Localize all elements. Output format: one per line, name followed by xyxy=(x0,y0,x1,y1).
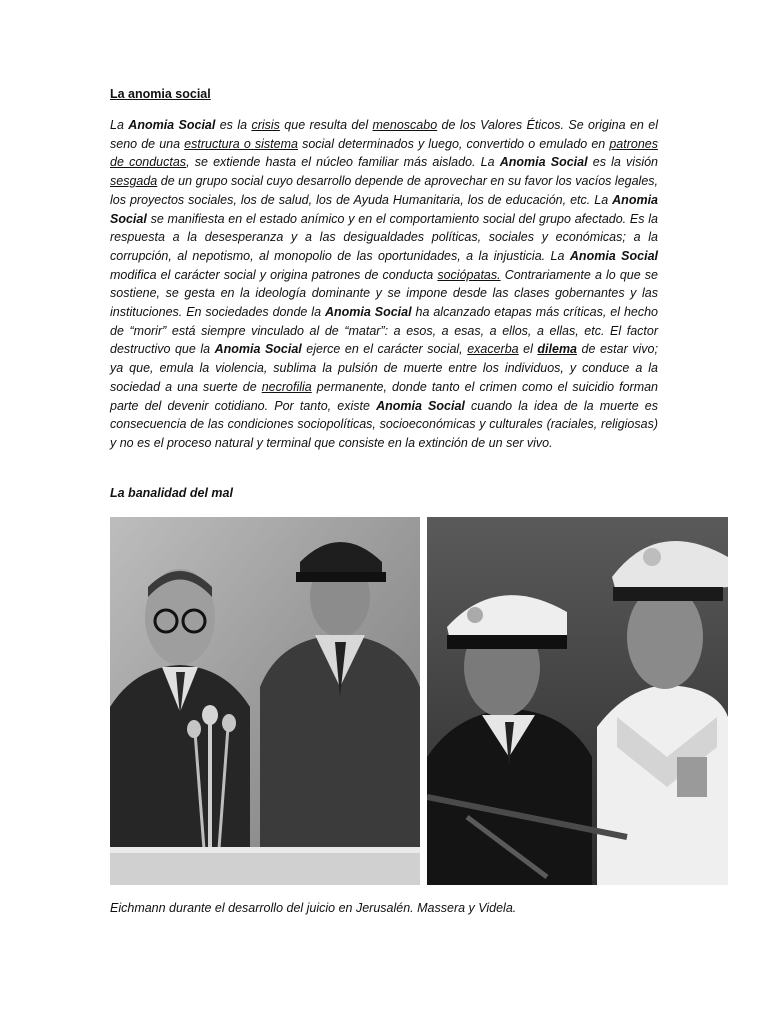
text-run: que resulta del xyxy=(279,118,373,132)
photo-caption: Eichmann durante el desarrollo del juicio en Jerusalén. Massera y Videla. xyxy=(110,901,517,915)
section-title: La anomia social xyxy=(110,87,211,101)
text-run: , se extiende hasta el núcleo familiar más aislado. La xyxy=(186,155,500,170)
text-run: de estar vivo; ya que, emula la violencia, sublima la pulsión de muerte entre los individuos, y conduce a la sociedad a una suerte de xyxy=(110,342,658,394)
term-underlined: patrones de conductas xyxy=(110,136,658,170)
term-underlined: necrofilia xyxy=(261,379,312,394)
body-paragraph xyxy=(110,116,658,453)
term-bold: Anomia Social xyxy=(214,342,302,357)
term-underlined: sociópatas. xyxy=(437,267,501,282)
term-bold: Anomia Social xyxy=(499,155,588,170)
text-run: es la visión xyxy=(587,155,658,170)
text-run: el xyxy=(518,342,538,357)
term-underlined: menoscabo xyxy=(372,118,438,132)
text-run: La xyxy=(110,118,129,132)
text-run: Contrariamente a lo que se sostiene, se gesta en la ideología dominante y se impone desde las clases gobernantes y las instituciones. En sociedades donde la xyxy=(110,267,658,320)
term-underlined: exacerba xyxy=(467,342,519,357)
term-bold: Anomia Social xyxy=(569,248,658,263)
text-run: ha alcanzado etapas más críticas, el hecho de “morir” está siempre vinculado al de “matar”: a esos, a esas, a ellos, a ellas, etc. El factor destructivo que la xyxy=(110,305,659,357)
text-run: de los Valores Éticos. Se origina en el seno de una xyxy=(110,118,658,151)
text-run: social determinados y luego, convertido o emulado en xyxy=(297,136,610,151)
text-run: permanente, donde tanto el crimen como el suicidio forman parte del devenir cotidiano. Por tanto, existe xyxy=(110,379,659,413)
text-run: de un grupo social cuyo desarrollo depende de aprovechar en su favor los vacíos legales, los proyectos sociales, los de salud, los de Ayuda Humanitaria, los de educación, etc. La xyxy=(110,174,658,207)
term-bold-underlined: dilema xyxy=(537,342,578,357)
term-bold: Anomia Social xyxy=(376,398,465,413)
text-run: cuando la idea de la muerte es consecuencia de las condiciones sociopolíticas, socioeconómicas y culturales (raciales, religiosas) y no es el proceso natural y terminal que consiste en la extinción de un ser vivo. xyxy=(110,398,659,450)
term-bold: Anomia Social xyxy=(324,305,412,320)
photo-eichmann-trial xyxy=(110,517,420,885)
text-run: ejerce en el carácter social, xyxy=(301,342,468,357)
subsection-title: La banalidad del mal xyxy=(110,486,233,500)
text-run: modifica el carácter social y origina patrones de conducta xyxy=(110,267,438,282)
text-run: es la xyxy=(215,118,252,132)
text-run: se manifiesta en el estado anímico y en el comportamiento social del grupo afectado. Es la respuesta a la desesperanza y a las desigualdades políticas, sociales y económicas; a la corrupción, al nepotismo, al monopolio de las oportunidades, a la injusticia. La xyxy=(110,211,658,263)
term-bold: Anomia Social xyxy=(110,192,658,226)
term-underlined: sesgada xyxy=(110,174,158,189)
term-underlined: estructura o sistema xyxy=(184,136,298,151)
photo-massera-videla xyxy=(427,517,728,885)
term-underlined: crisis xyxy=(251,118,280,132)
term-bold: Anomia Social xyxy=(128,118,216,132)
